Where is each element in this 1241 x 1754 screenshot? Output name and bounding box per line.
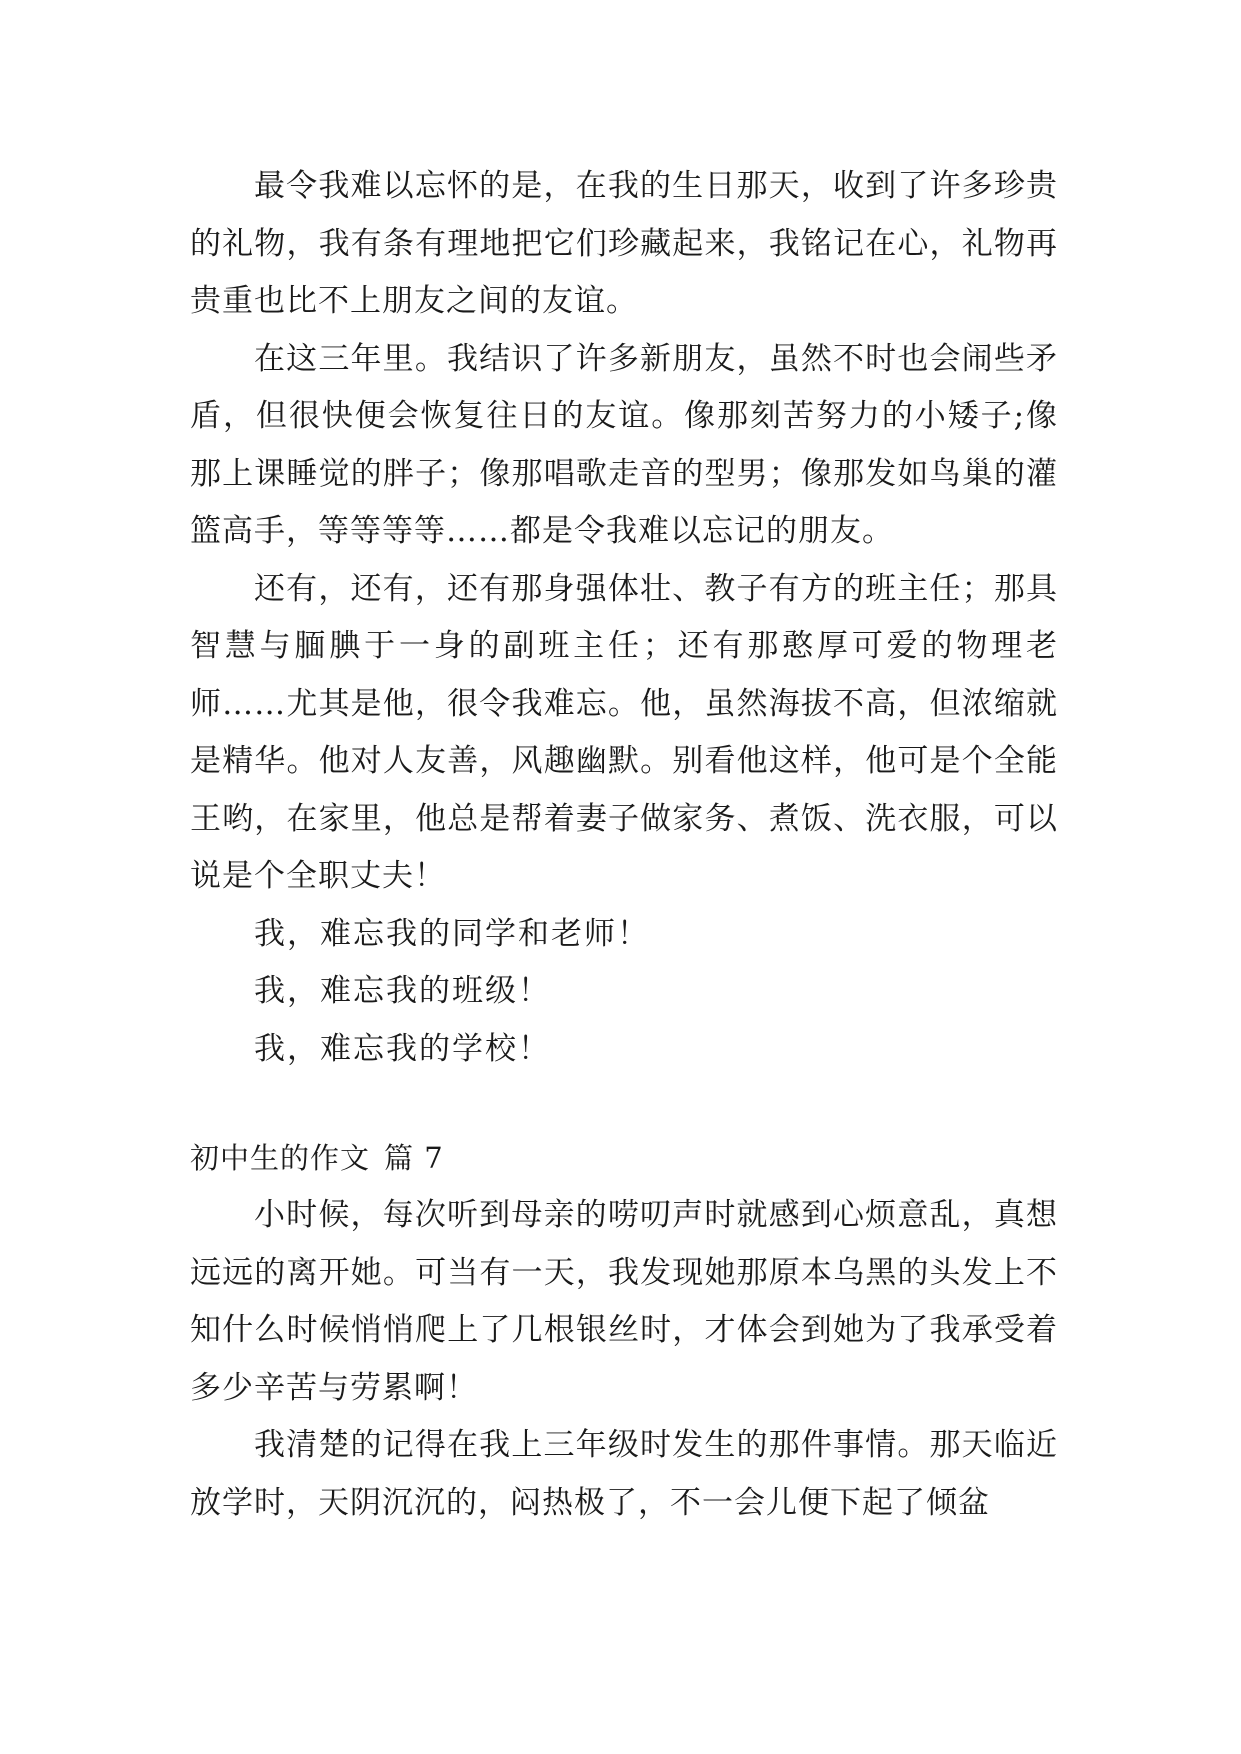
paragraph-closing-2: 我，难忘我的班级！	[254, 973, 551, 1009]
paragraph-memory: 我清楚的记得在我上三年级时发生的那件事情。那天临近放学时，天阴沉沉的，闷热极了，不一会儿便下起了倾盆	[190, 1427, 1058, 1521]
paragraph-closing-3: 我，难忘我的学校！	[254, 1030, 551, 1067]
document-page	[190, 158, 1058, 1532]
section-number: 篇 7	[384, 1141, 444, 1175]
paragraph-mother: 小时候，每次听到母亲的唠叨声时就感到心烦意乱，真想远远的离开她。可当有一天，我发现她那原本乌黑的头发上不知什么时候悄悄爬上了几根银丝时，才体会到她为了我承受着多少辛苦与劳累啊！	[190, 1197, 1058, 1406]
section-heading	[190, 1130, 1058, 1187]
paragraph-friends: 在这三年里。我结识了许多新朋友，虽然不时也会闹些矛盾，但很快便会恢复往日的友谊。像那刻苦努力的小矮子;像那上课睡觉的胖子；像那唱歌走音的型男；像那发如鸟巢的灌篮高手，等等等等……都是令我难以忘记的朋友。	[190, 340, 1058, 549]
paragraph-birthday: 最令我难以忘怀的是，在我的生日那天，收到了许多珍贵的礼物，我有条有理地把它们珍藏起来，我铭记在心，礼物再贵重也比不上朋友之间的友谊。	[190, 168, 1058, 319]
paragraph-teachers: 还有，还有，还有那身强体壮、教子有方的班主任；那具智慧与腼腆于一身的副班主任；还有那憨厚可爱的物理老师……尤其是他，很令我难忘。他，虽然海拔不高，但浓缩就是精华。他对人友善，风趣幽默。别看他这样，他可是个全能王哟，在家里，他总是帮着妻子做家务、煮饭、洗衣服，可以说是个全职丈夫！	[190, 570, 1058, 894]
paragraph-closing-1: 我，难忘我的同学和老师！	[254, 915, 650, 952]
section-title: 初中生的作文	[190, 1141, 371, 1175]
